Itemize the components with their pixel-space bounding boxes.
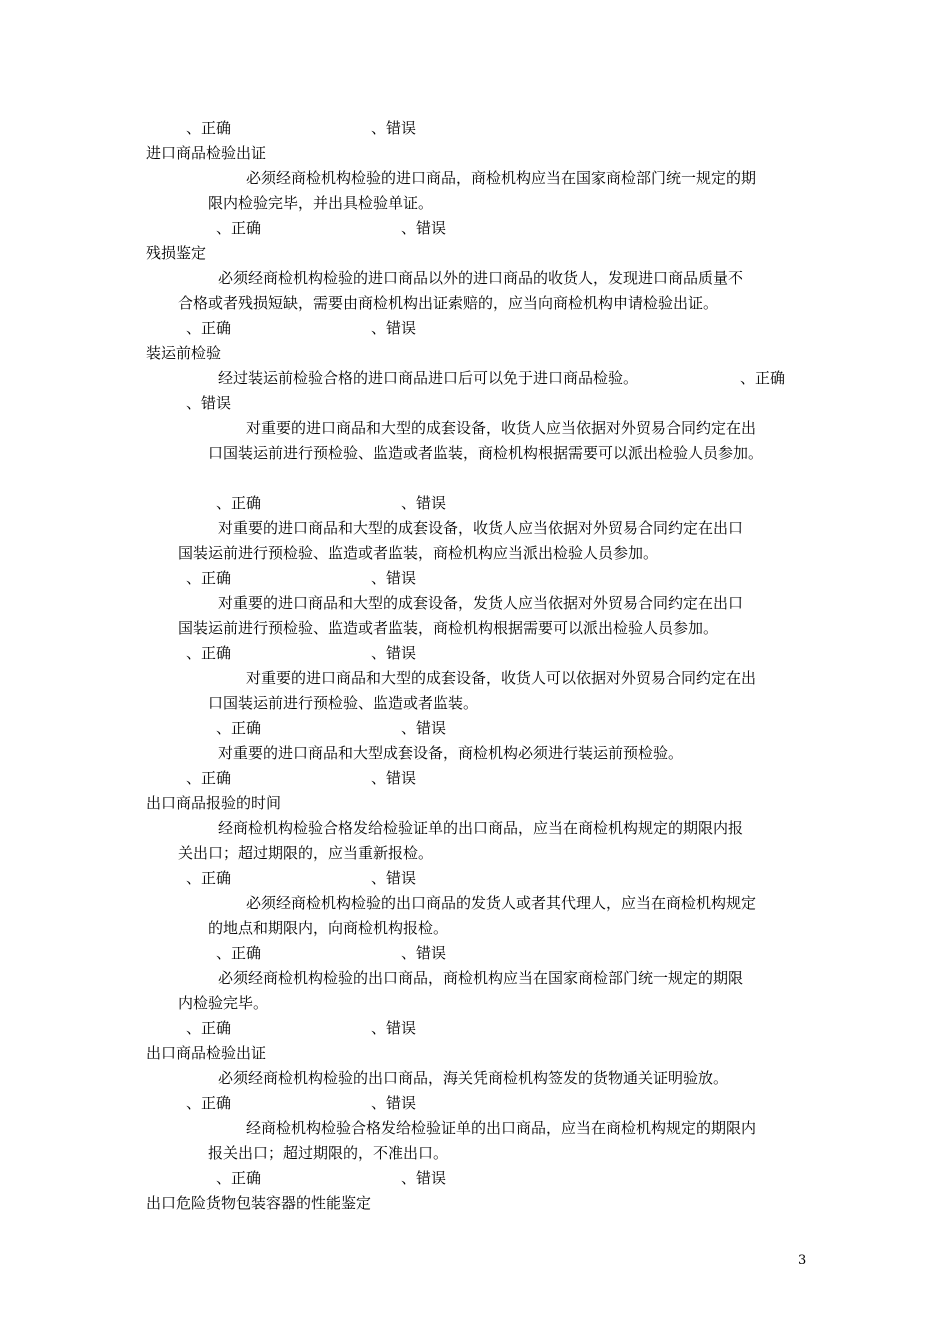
option-wrong[interactable]: 、错误 [371,319,417,337]
option-correct[interactable]: 、正确 [216,494,262,512]
option-wrong[interactable]: 、错误 [186,394,232,412]
option-wrong[interactable]: 、错误 [371,644,417,662]
question-text: 口国装运前进行预检验、监造或者监装，商检机构根据需要可以派出检验人员参加。 [208,444,764,462]
question-text: 关出口；超过期限的，应当重新报检。 [178,844,434,862]
question-text: 对重要的进口商品和大型的成套设备，收货人应当依据对外贸易合同约定在出口 [218,519,744,537]
option-wrong[interactable]: 、错误 [371,119,417,137]
question-text: 必须经商检机构检验的出口商品，商检机构应当在国家商检部门统一规定的期限 [218,969,744,987]
option-correct[interactable]: 、正确 [186,769,232,787]
question-text: 对重要的进口商品和大型成套设备，商检机构必须进行装运前预检验。 [218,744,684,762]
question-text: 对重要的进口商品和大型的成套设备，收货人应当依据对外贸易合同约定在出 [246,419,757,437]
option-wrong[interactable]: 、错误 [401,1169,447,1187]
question-text: 对重要的进口商品和大型的成套设备，收货人可以依据对外贸易合同约定在出 [246,669,757,687]
option-wrong[interactable]: 、错误 [371,569,417,587]
question-text: 必须经商检机构检验的出口商品，海关凭商检机构签发的货物通关证明验放。 [218,1069,729,1087]
section-heading: 残损鉴定 [146,244,207,262]
option-correct[interactable]: 、正确 [216,719,262,737]
option-wrong[interactable]: 、错误 [401,719,447,737]
option-correct[interactable]: 、正确 [186,869,232,887]
question-text: 经商检机构检验合格发给检验证单的出口商品，应当在商检机构规定的期限内报 [218,819,744,837]
question-text: 限内检验完毕，并出具检验单证。 [208,194,434,212]
question-text: 必须经商检机构检验的出口商品的发货人或者其代理人，应当在商检机构规定 [246,894,757,912]
option-wrong[interactable]: 、错误 [401,494,447,512]
question-text: 口国装运前进行预检验、监造或者监装。 [208,694,479,712]
section-heading: 进口商品检验出证 [146,144,267,162]
option-correct[interactable]: 、正确 [740,369,786,387]
question-text: 必须经商检机构检验的进口商品以外的进口商品的收货人，发现进口商品质量不 [218,269,744,287]
section-heading: 出口商品报验的时间 [146,794,282,812]
question-text: 的地点和期限内，向商检机构报检。 [208,919,449,937]
option-wrong[interactable]: 、错误 [371,769,417,787]
question-text: 必须经商检机构检验的进口商品，商检机构应当在国家商检部门统一规定的期 [246,169,757,187]
option-correct[interactable]: 、正确 [186,319,232,337]
section-heading: 出口商品检验出证 [146,1044,267,1062]
option-wrong[interactable]: 、错误 [401,944,447,962]
option-correct[interactable]: 、正确 [216,1169,262,1187]
question-text: 内检验完毕。 [178,994,269,1012]
question-text: 国装运前进行预检验、监造或者监装，商检机构根据需要可以派出检验人员参加。 [178,619,719,637]
option-correct[interactable]: 、正确 [186,644,232,662]
option-correct[interactable]: 、正确 [216,219,262,237]
page-number: 3 [798,1253,807,1268]
option-wrong[interactable]: 、错误 [371,869,417,887]
question-text: 报关出口；超过期限的，不准出口。 [208,1144,449,1162]
option-correct[interactable]: 、正确 [186,119,232,137]
question-text: 合格或者残损短缺，需要由商检机构出证索赔的，应当向商检机构申请检验出证。 [178,294,719,312]
question-text: 经过装运前检验合格的进口商品进口后可以免于进口商品检验。 [218,369,639,387]
question-text: 对重要的进口商品和大型的成套设备，发货人应当依据对外贸易合同约定在出口 [218,594,744,612]
option-wrong[interactable]: 、错误 [371,1019,417,1037]
option-wrong[interactable]: 、错误 [401,219,447,237]
question-text: 国装运前进行预检验、监造或者监装，商检机构应当派出检验人员参加。 [178,544,659,562]
option-correct[interactable]: 、正确 [186,569,232,587]
section-heading: 出口危险货物包装容器的性能鉴定 [146,1194,372,1212]
section-heading: 装运前检验 [146,344,222,362]
option-correct[interactable]: 、正确 [186,1019,232,1037]
option-wrong[interactable]: 、错误 [371,1094,417,1112]
option-correct[interactable]: 、正确 [216,944,262,962]
question-text: 经商检机构检验合格发给检验证单的出口商品，应当在商检机构规定的期限内 [246,1119,757,1137]
option-correct[interactable]: 、正确 [186,1094,232,1112]
